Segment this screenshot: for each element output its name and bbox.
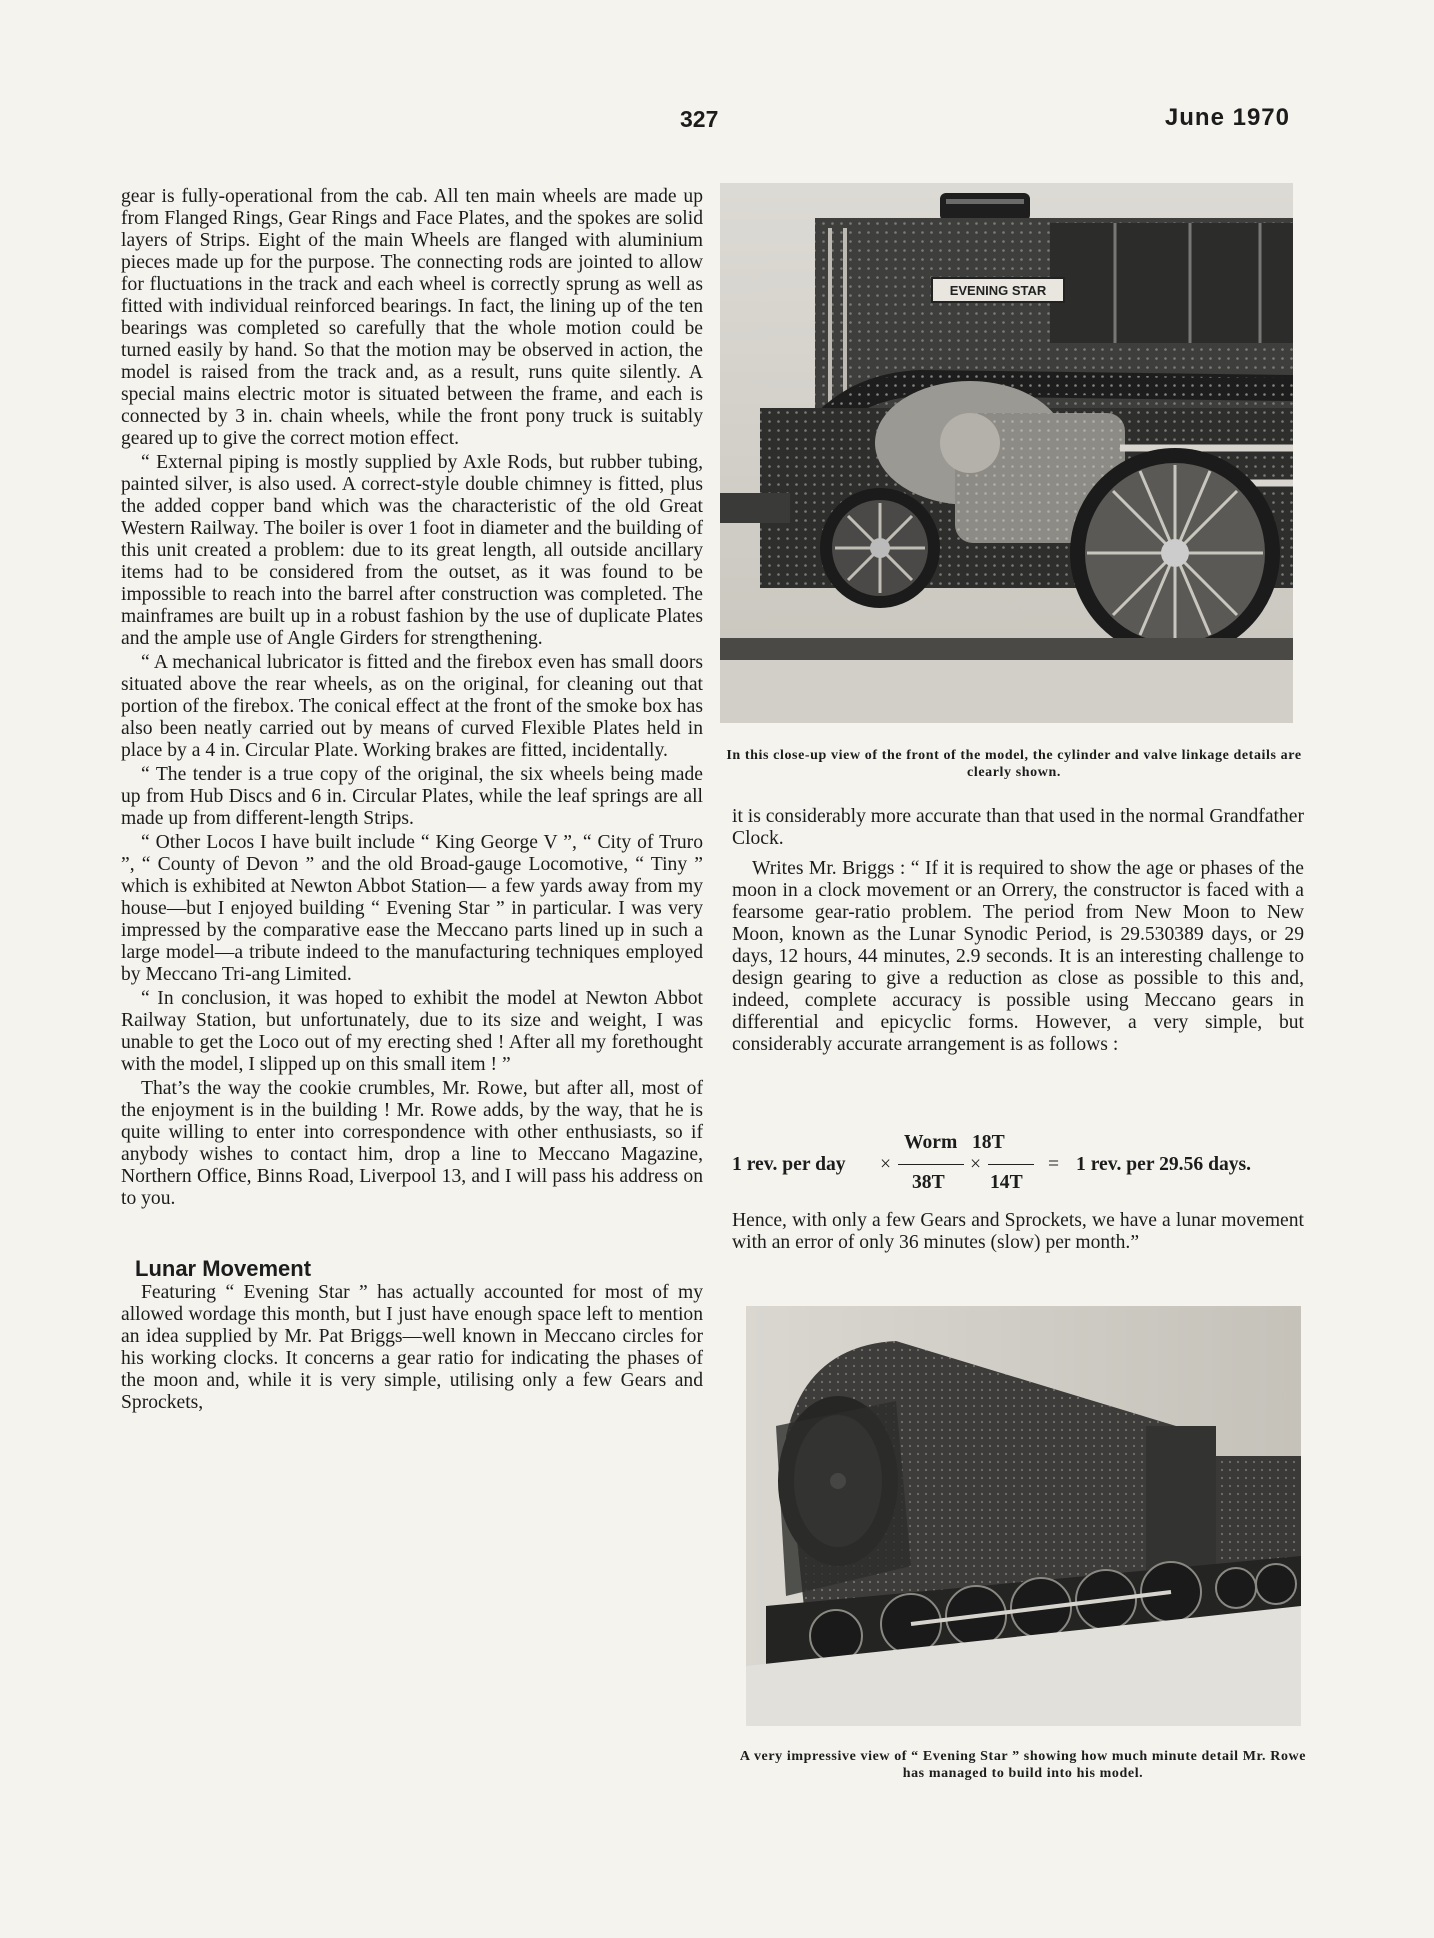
locomotive-closeup-photo [720, 183, 1293, 723]
formula-numerator-2: 18T [972, 1132, 1005, 1153]
gear-ratio-formula [732, 1130, 1304, 1202]
paragraph: “ The tender is a true copy of the original, the six wheels being made up from Hub Discs and 6 in. Circular Plates, while the leaf springs are all made up from different-length Strips. [121, 764, 703, 829]
formula-times-2: × [970, 1154, 982, 1175]
right-column-lower [732, 1210, 1304, 1254]
paragraph: “ In conclusion, it was hoped to exhibit the model at Newton Abbot Railway Station, but unfortunately, due to its size and weight, I was unable to get the Loco out of my erecting shed ! After all my forethought with the model, I slipped up on this small item ! ” [121, 988, 703, 1075]
left-column [121, 186, 703, 1414]
paragraph: Hence, with only a few Gears and Sprockets, we have a lunar movement with an error of only 36 minutes (slow) per month.” [732, 1210, 1304, 1253]
formula-lhs: 1 rev. per day [732, 1154, 846, 1175]
issue-date: June 1970 [1164, 104, 1290, 131]
paragraph: Writes Mr. Briggs : “ If it is required to show the age or phases of the moon in a clock movement or an Orrery, the constructor is faced with a fearsome gear-ratio problem. The period from New Moon to New Moon, known as the Lunar Synodic Period, is 29.530389 days, or 29 days, 12 hours, 44 minutes, 2.9 seconds. It is an interesting challenge to design gearing to give a reduction as close as possible to this and, indeed, complete accuracy is possible using Meccano gears in differential and epicyclic forms. However, a very simple, but considerably accurate arrangement is as follows : [732, 858, 1304, 1055]
paragraph: “ A mechanical lubricator is fitted and the firebox even has small doors situated above the rear wheels, as on the original, for cleaning out that portion of the firebox. The conical effect at the front of the smoke box has also been neatly carried out by means of curved Flexible Plates held in place by a 4 in. Circular Plate. Working brakes are fitted, incidentally. [121, 652, 703, 761]
nameplate-text: EVENING STAR [949, 283, 1047, 298]
paragraph: “ External piping is mostly supplied by Axle Rods, but rubber tubing, painted silver, is also used. A correct-style double chimney is fitted, plus the added copper band which was the characteristic of the old Great Western Railway. The boiler is over 1 foot in diameter and the building of this unit created a problem: due to its great length, all outside ancillary items had to be considered from the outset, as it was found to be impossible to reach into the barrel after construction was completed. The mainframes are built up in a robust fashion by the use of duplicate Plates and the ample use of Angle Girders for strengthening. [121, 452, 703, 649]
paragraph: “ Other Locos I have built include “ King George V ”, “ City of Truro ”, “ County of Devon ” and the old Broad-gauge Locomotive, “ Tiny ” which is exhibited at Newton Abbot Station— a few yards away from my house—but I enjoyed building “ Evening Star ” in particular. I was very impressed by the comparative ease the Meccano parts lined up in such a large model—a tribute indeed to the manufacturing techniques employed by Meccano Tri-ang Limited. [121, 832, 703, 985]
fraction-bar-2 [988, 1164, 1034, 1165]
formula-equals: = [1048, 1154, 1060, 1175]
paragraph: Featuring “ Evening Star ” has actually accounted for most of my allowed wordage this month, but I just have enough space left to mention an idea supplied by Mr. Pat Briggs—well known in Meccano circles for his working clocks. It concerns a gear ratio for indicating the phases of the moon and, while it is very simple, utilising only a few Gears and Sprockets, [121, 1282, 703, 1413]
locomotive-full-view-photo [746, 1306, 1301, 1726]
section-heading: Lunar Movement [135, 1256, 312, 1281]
formula-times-1: × [880, 1154, 892, 1175]
formula-numerator-1: Worm [904, 1132, 958, 1153]
formula-denominator-1: 38T [912, 1172, 945, 1193]
formula-denominator-2: 14T [990, 1172, 1023, 1193]
formula-rhs: 1 rev. per 29.56 days. [1076, 1154, 1252, 1175]
photo-top-caption: In this close-up view of the front of the model, the cylinder and valve linkage details are clearly shown. [726, 748, 1302, 780]
paragraph: it is considerably more accurate than that used in the normal Grandfather Clock. [732, 806, 1304, 849]
photo-bottom-caption: A very impressive view of “ Evening Star ” showing how much minute detail Mr. Rowe has managed to build into his model. [739, 1749, 1307, 1781]
paragraph: gear is fully-operational from the cab. All ten main wheels are made up from Flanged Rings, Gear Rings and Face Plates, and the spokes are solid layers of Strips. Eight of the main Wheels are flanged with aluminium pieces made up for the purpose. The connecting rods are jointed to allow for fluctuations in the track and each wheel is correctly sprung as well as fitted with individual reinforced bearings. In fact, the lining up of the ten bearings was completed so carefully that the whole motion could be turned easily by hand. So that the motion may be observed in action, the model is raised from the track and, as a result, runs quite silently. A special mains electric motor is situated between the frame, and each is connected by 3 in. chain wheels, while the front pony truck is suitably geared up to give the correct motion effect. [121, 186, 703, 449]
paragraph: That’s the way the cookie crumbles, Mr. Rowe, but after all, most of the enjoyment is in the building ! Mr. Rowe adds, by the way, that he is quite willing to enter into correspondence with other enthusiasts, so if anybody wishes to contact him, drop a line to Meccano Magazine, Northern Office, Binns Road, Liverpool 13, and I will pass his address on to you. [121, 1078, 703, 1209]
fraction-bar-1 [898, 1164, 964, 1165]
driving-wheel-icon [1070, 448, 1280, 658]
page-number: 327 [680, 106, 719, 132]
right-column-upper [732, 806, 1304, 1056]
pony-wheel-icon [820, 488, 940, 608]
